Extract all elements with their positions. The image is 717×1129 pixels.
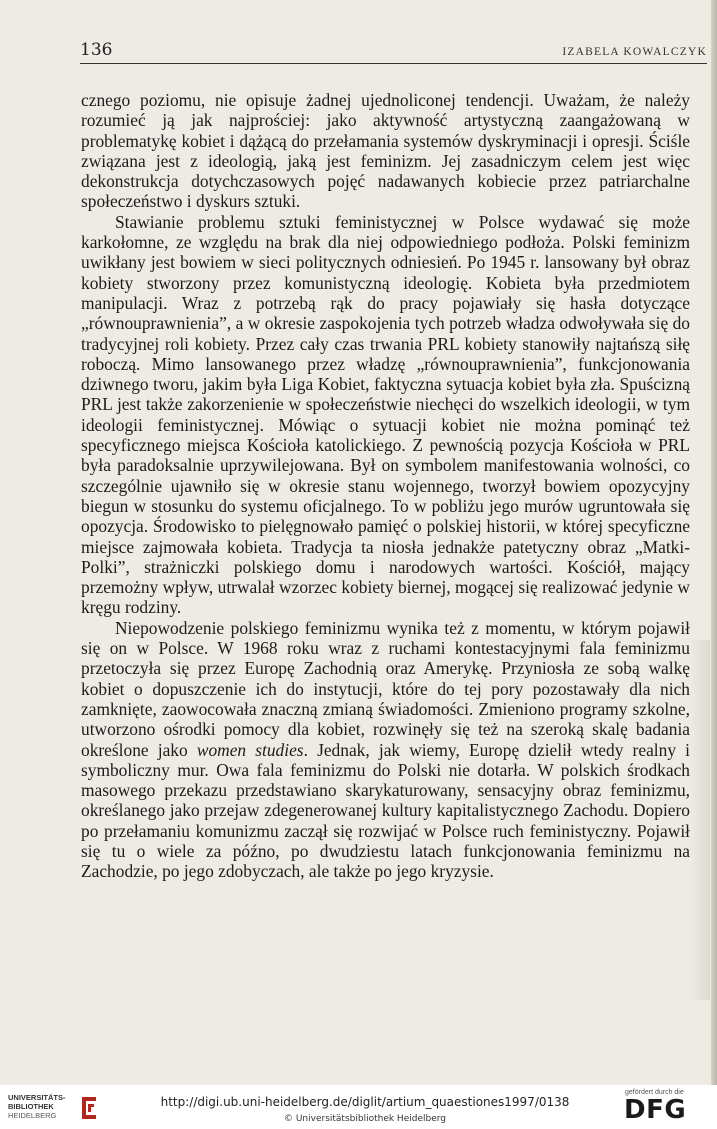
library-name-line3: HEIDELBERG (8, 1111, 57, 1120)
copyright-notice: © Universitätsbibliothek Heidelberg (283, 1114, 446, 1124)
header-rule (80, 63, 707, 64)
paragraph-1: cznego poziomu, nie opisuje żadnej ujednoliconej tendencji. Uważam, że należy rozumieć ją jak najprościej: jako aktywność artystyczną zaangażowaną w problematykę kobiet i dążącą do przełamania systemów dyskryminacji i opresji. Ściśle związana jest z ideologią, jaką jest feminizm. Jej zasadniczym celem jest więc dekonstrukcja dotychczasowych pojęć nadawanych kobiecie przez patriarchalne społeczeństwo i dyskurs sztuki. (81, 90, 690, 212)
paragraph-3-text: Niepowodzenie polskiego feminizmu wynika też z momentu, w którym pojawił się on w Polsce. W 1968 roku wraz z ruchami kontestacyjnymi fala feminizmu przetoczyła się przez Europę Zachodnią oraz Amerykę. Przyniosła ze sobą walkę kobiet o dopuszczenie ich do instytucji, które do tej pory pozostawały dla nich zamknięte, zaowocowała znaczną zmianą świadomości. Zmieniono programy szkolne, utworzono ośrodki pomocy dla kobiet, rozwinęły się też na szeroką skalę badania określone jako (81, 617, 690, 760)
library-name-line1: UNIVERSITÄTS- (8, 1093, 66, 1102)
digitization-footer (0, 1085, 717, 1129)
dfg-logo[interactable]: DFG (624, 1095, 687, 1125)
body-text (81, 90, 690, 882)
page-header (80, 40, 707, 62)
running-head-author: IZABELA KOWALCZYK (562, 46, 707, 58)
permalink-url[interactable]: http://digi.ub.uni-heidelberg.de/diglit/artium_quaestiones1997/0138 (160, 1095, 570, 1109)
library-name-line2: BIBLIOTHEK (8, 1102, 54, 1111)
page-edge (711, 0, 717, 1085)
paragraph-3-tail: . Jednak, jak wiemy, Europę dzielił wtedy realny i symboliczny mur. Owa fala feminizmu do Polski nie dotarła. W polskich środkach masowego przekazu przedstawiano skarykaturowany, sensacyjny obraz feminizmu, określanego jako przejaw zdegenerowanej kultury kapitalistycznego Zachodu. Dopiero po przełamaniu komunizmu zaczął się rozwijać w Polsce ruch feministyczny. Pojawił się tu o wiele za późno, po dwudziestu latach funkcjonowania feminizmu na Zachodzie, po jego zdobyczach, ale także po jego kryzysie. (81, 739, 690, 882)
bleed-through-shadow (690, 640, 710, 1000)
ub-heidelberg-logo-icon (78, 1095, 100, 1121)
funder-note: gefördert durch die (625, 1089, 684, 1096)
page-number: 136 (80, 40, 113, 60)
paragraph-2: Stawianie problemu sztuki feministycznej w Polsce wydawać się może karkołomne, ze względu na brak dla niej odpowiedniego podłoża. Polski feminizm uwikłany jest bowiem w sieci politycznych odniesień. Po 1945 r. lansowany był obraz kobiety stworzony przez komunistyczną ideologię. Kobieta była przedmiotem manipulacji. Wraz z potrzebą rąk do pracy pojawiały się hasła dotyczące „równouprawnienia”, a w okresie zaspokojenia tych potrzeb władza odwoływała się do tradycyjnej roli kobiety. Przez cały czas trwania PRL kobiety stanowiły najtańszą siłę roboczą. Mimo lansowanego przez władzę „równouprawnienia”, funkcjonowania dziwnego tworu, jakim była Liga Kobiet, faktyczna sytuacja kobiet była zła. Spuścizną PRL jest także zakorzenienie w społeczeństwie niechęci do wszelkich ideologii, w tym ideologii feministycznej. Mówiąc o sytuacji kobiet nie można pominąć też specyficznego miejsca Kościoła katolickiego. Z pewnością pozycja Kościoła w PRL była paradoksalnie uprzywilejowana. Był on symbolem manifestowania wolności, co szczególnie ujawniło się w okresie stanu wojennego, tworzył bowiem opozycyjny biegun w stosunku do systemu oficjalnego. To w pobliżu jego murów ugruntowała się opozycja. Środowisko to pielęgnowało pamięć o polskiej historii, w której specyficzne miejsce zajmowała kobieta. Tradycja ta niosła jednakże patetyczny obraz „Matki-Polki”, strażniczki polskiego domu i narodowych wartości. Kościół, mający przemożny wpływ, utrwalał wzorzec kobiety biernej, mogącej się realizować jedynie w kręgu rodziny. (81, 211, 690, 618)
paragraph-3 (81, 618, 690, 882)
italic-term-women-studies: women studies (196, 739, 304, 760)
